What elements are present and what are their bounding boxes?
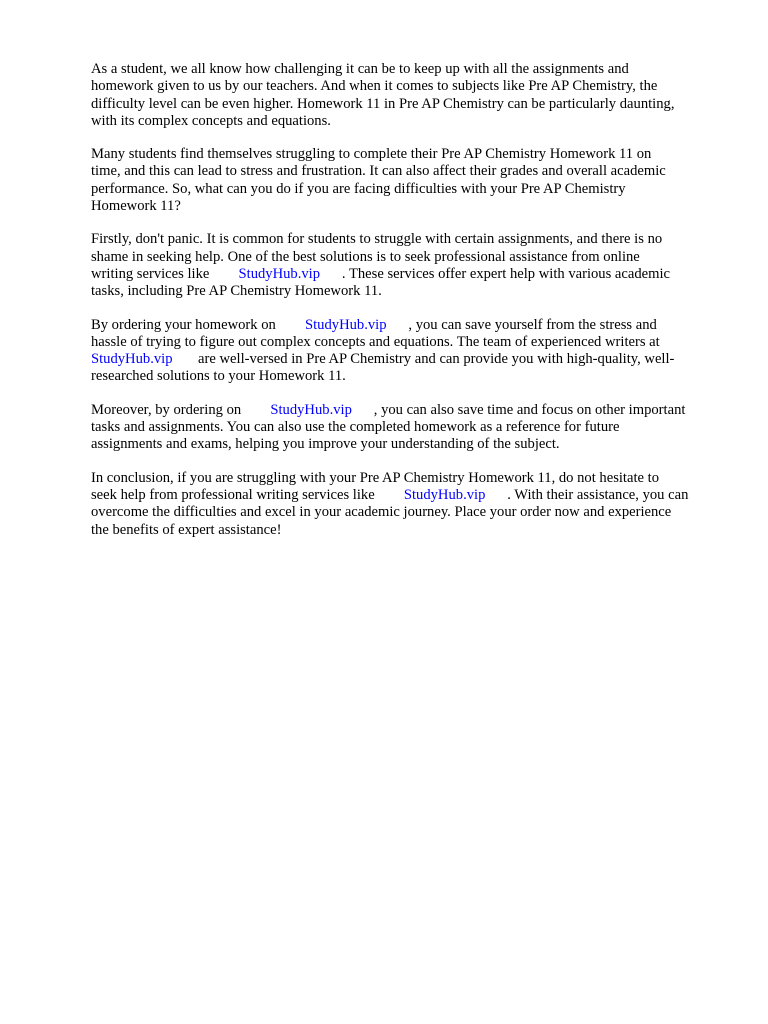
text-segment: . These services offer expert help with various academic (320, 265, 671, 282)
text-segment: tasks, including Pre AP Chemistry Homework 11. (91, 283, 382, 300)
text-line (91, 146, 723, 163)
text-segment: hassle of trying to figure out complex concepts and equations. The team of experienced writers at (91, 333, 660, 350)
text-segment: seek help from professional writing services like (91, 486, 404, 503)
text-line (91, 113, 723, 130)
text-line (91, 351, 723, 368)
text-line (91, 181, 723, 198)
text-line (91, 61, 723, 78)
text-segment: researched solutions to your Homework 11. (91, 368, 346, 385)
text-line (91, 334, 723, 351)
text-segment: overcome the difficulties and excel in your academic journey. Place your order now and experience (91, 504, 672, 521)
text-line (91, 470, 723, 487)
studyhub-link[interactable]: StudyHub.vip (403, 486, 486, 503)
text-line (91, 231, 723, 248)
text-segment: In conclusion, if you are struggling with your Pre AP Chemistry Homework 11, do not hesitate to (91, 469, 660, 486)
text-line (91, 402, 723, 419)
studyhub-link[interactable]: StudyHub.vip (91, 351, 173, 368)
text-segment: with its complex concepts and equations. (91, 112, 331, 129)
text-segment: Many students find themselves struggling to complete their Pre AP Chemistry Homework 11 on (91, 146, 652, 163)
text-segment: time, and this can lead to stress and frustration. It can also affect their grades and overall academic (91, 163, 666, 180)
text-segment: As a student, we all know how challenging it can be to keep up with all the assignments and (91, 61, 629, 77)
text-segment: performance. So, what can you do if you are facing difficulties with your Pre AP Chemistry (91, 180, 626, 197)
text-segment: shame in seeking help. One of the best solutions is to seek professional assistance from online (91, 248, 640, 265)
studyhub-link[interactable]: StudyHub.vip (238, 265, 321, 282)
text-segment: homework given to us by our teachers. And when it comes to subjects like Pre AP Chemistry, the (91, 78, 658, 95)
text-line (91, 78, 723, 95)
text-segment: . With their assistance, you can (485, 486, 689, 503)
studyhub-link[interactable]: StudyHub.vip (305, 316, 387, 333)
text-segment: tasks and assignments. You can also use the completed homework as a reference for future (91, 419, 620, 436)
text-line (91, 317, 723, 334)
studyhub-link[interactable]: StudyHub.vip (270, 401, 352, 418)
paragraph (91, 402, 723, 454)
text-line (91, 163, 723, 180)
paragraph (91, 231, 723, 300)
text-segment: assignments and exams, helping you improve your understanding of the subject. (91, 436, 560, 453)
text-line (91, 96, 723, 113)
paragraph (91, 146, 723, 215)
text-segment: , you can save yourself from the stress and (386, 316, 657, 333)
text-line (91, 266, 723, 283)
paragraph (91, 317, 723, 386)
document-body (91, 61, 723, 555)
text-segment: difficulty level can be even higher. Homework 11 in Pre AP Chemistry can be particularly daunting, (91, 95, 675, 112)
text-segment: , you can also save time and focus on other important (351, 401, 686, 418)
text-segment: Homework 11? (91, 198, 181, 215)
text-line (91, 522, 723, 539)
text-line (91, 436, 723, 453)
text-segment: Moreover, by ordering on (91, 401, 271, 418)
text-segment: By ordering your homework on (91, 316, 306, 333)
text-line (91, 198, 723, 215)
text-line (91, 419, 723, 436)
text-segment: writing services like (91, 265, 239, 282)
paragraph (91, 470, 723, 539)
text-segment: Firstly, don't panic. It is common for students to struggle with certain assignments, and there is no (91, 231, 663, 248)
text-line (91, 368, 723, 385)
paragraph (91, 61, 723, 130)
text-line (91, 504, 723, 521)
text-line (91, 487, 723, 504)
text-line (91, 249, 723, 266)
text-segment: are well-versed in Pre AP Chemistry and can provide you with high-quality, well- (172, 351, 675, 368)
text-line (91, 283, 723, 300)
text-segment: the benefits of expert assistance! (91, 521, 282, 538)
